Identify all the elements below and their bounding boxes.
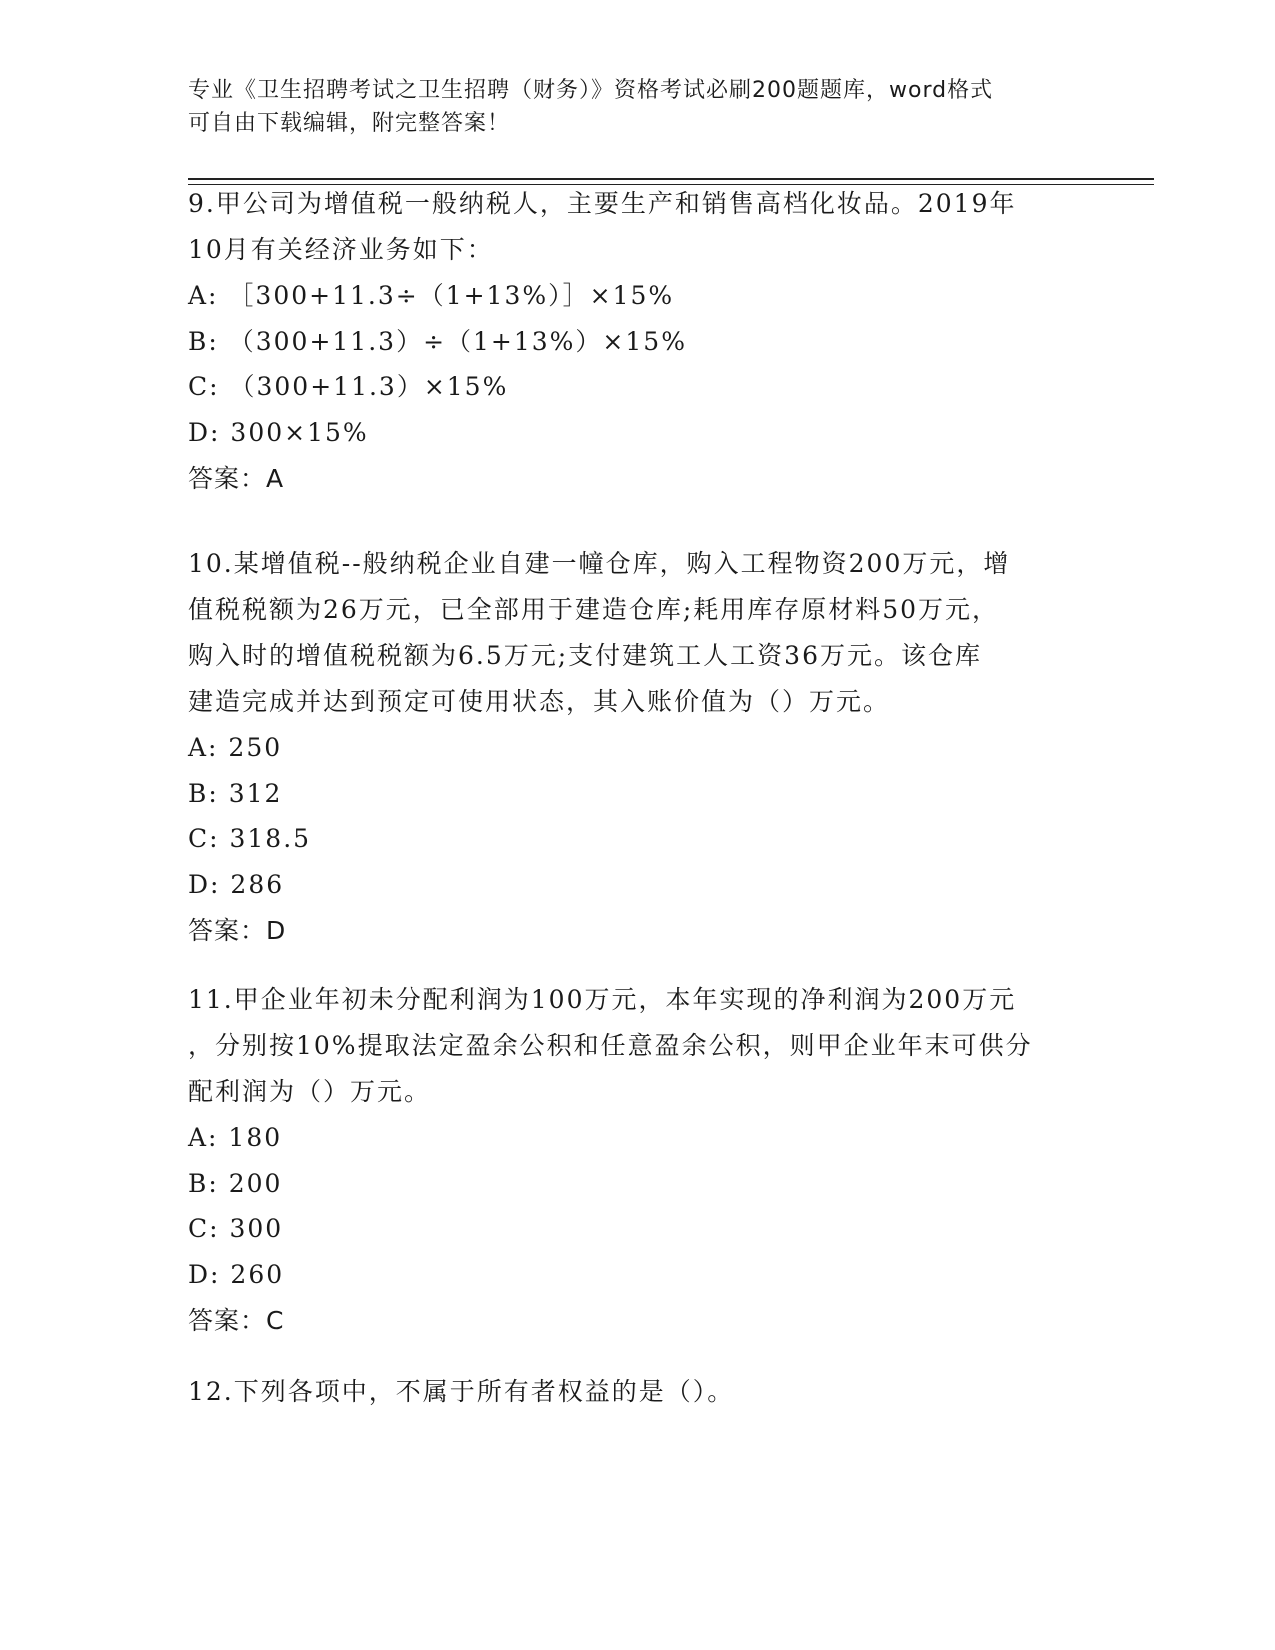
option-a: A: 180	[188, 1123, 283, 1152]
question-12	[188, 1369, 1088, 1415]
option-b: B: 312	[188, 778, 283, 808]
question-stem-line: 购入时的增值税税额为6.5万元;支付建筑工人工资36万元。该仓库	[188, 641, 982, 670]
question-stem-line: ，分别按10%提取法定盈余公积和任意盈余公积，则甲企业年末可供分	[188, 1031, 1033, 1060]
question-stem-line: 10月有关经济业务如下：	[188, 235, 494, 264]
answer: 答案：C	[188, 1306, 285, 1335]
option-a: A: ［300+11.3÷（1+13%）］×15%	[188, 281, 675, 310]
header-line-2: 可自由下载编辑，附完整答案！	[188, 111, 511, 136]
question-stem-line: 9.甲公司为增值税一般纳税人，主要生产和销售高档化妆品。2019年	[188, 189, 1017, 218]
question-stem-line: 配利润为（）万元。	[188, 1077, 432, 1106]
question-stem-line: 10.某增值税--般纳税企业自建一幢仓库，购入工程物资200万元，增	[188, 549, 1011, 578]
answer: 答案：A	[188, 464, 285, 493]
header-divider-thick	[188, 178, 1154, 180]
question-11	[188, 977, 1088, 1343]
option-d: D: 260	[188, 1259, 285, 1289]
option-b: B: 200	[188, 1168, 283, 1198]
option-c: C: 318.5	[188, 824, 312, 853]
option-d: D: 300×15%	[188, 417, 369, 447]
option-a: A: 250	[188, 733, 283, 762]
option-c: C: （300+11.3）×15%	[188, 372, 509, 401]
header-line-1: 专业《卫生招聘考试之卫生招聘（财务）》资格考试必刷200题题库，word格式	[188, 78, 994, 103]
option-b: B: （300+11.3）÷（1+13%）×15%	[188, 326, 687, 356]
option-d: D: 286	[188, 869, 285, 899]
document-header	[188, 74, 1068, 140]
option-c: C: 300	[188, 1214, 284, 1243]
question-10	[188, 541, 1088, 953]
question-9	[188, 181, 1088, 501]
question-stem-line: 值税税额为26万元，已全部用于建造仓库;耗用库存原材料50万元，	[188, 595, 1000, 624]
question-stem-line: 12.下列各项中，不属于所有者权益的是（）。	[188, 1377, 735, 1406]
question-stem-line: 建造完成并达到预定可使用状态，其入账价值为（）万元。	[188, 687, 891, 716]
answer: 答案：D	[188, 916, 287, 945]
question-stem-line: 11.甲企业年初未分配利润为100万元，本年实现的净利润为200万元	[188, 985, 1017, 1014]
